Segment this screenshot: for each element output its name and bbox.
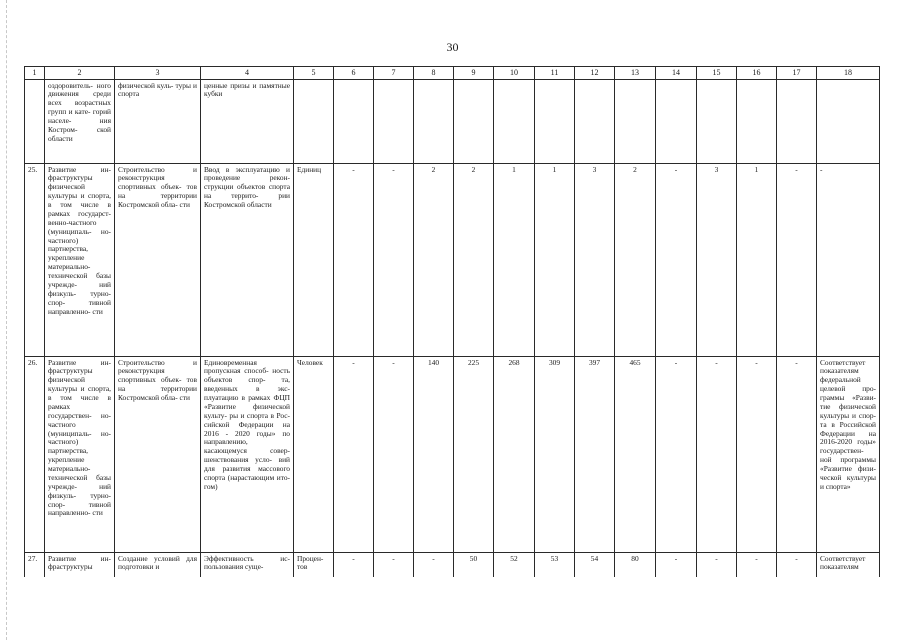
column-header: 18 [817, 67, 880, 80]
column-header: 16 [737, 67, 777, 80]
table-row [25, 79, 880, 163]
value-cell [454, 79, 494, 163]
row-number: 27. [25, 552, 45, 577]
value-cell: 1 [737, 163, 777, 356]
value-cell: 54 [575, 552, 615, 577]
column-header: 11 [535, 67, 575, 80]
activity-cell: Создание условий для подготовки и [115, 552, 201, 577]
value-cell: - [374, 552, 414, 577]
value-cell: - [777, 356, 817, 552]
value-cell [374, 79, 414, 163]
column-header: 12 [575, 67, 615, 80]
program-name: оздоровитель- ного движения среди всех возрастных групп и кате- горий населе- ния Костром- ской области [45, 79, 115, 163]
indicator-cell: Единовременная пропускная способ- ность объектов спор- та, введенных в экс- плуатацию в рамках ФЦП «Развитие физической культу- ры и спорта в Рос- сийской Федерации на 2016 - 2020 годы» по направлению, касающемуся совер- шенствования усло- вий для развития массового спорта (нарастающим ито- гом) [201, 356, 294, 552]
note-cell: Соответствует показателям федеральной целевой про- граммы «Разви- тие физической культуры и спор- та в Российской Федерации на 2016-2020 годы» государствен- ной программы «Развитие физи- ческой культуры и спорта» [817, 356, 880, 552]
value-cell: - [374, 163, 414, 356]
value-cell: - [697, 356, 737, 552]
note-cell: Соответствует показателям [817, 552, 880, 577]
activity-cell: Строительство и реконструкция спортивных объек- тов на территории Костромской обла- сти [115, 356, 201, 552]
table-row [25, 356, 880, 552]
value-cell: - [656, 552, 697, 577]
value-cell: 309 [535, 356, 575, 552]
value-cell [334, 79, 374, 163]
program-name: Развитие ин- фраструктуры физической культуры и спорта, в том числе в рамках государствен- но-частного (муниципаль- но-частного) партнерства, укрепление материально- технической базы учрежде- ний физкуль- турно-спор- тивной направленно- сти [45, 356, 115, 552]
value-cell: - [697, 552, 737, 577]
row-number: 26. [25, 356, 45, 552]
indicator-cell: Ввод в эксплуатацию и проведение рекон- струкции объектов спорта на террито- рии Костромской области [201, 163, 294, 356]
value-cell: 1 [535, 163, 575, 356]
page-number: 30 [446, 40, 459, 54]
value-cell: - [334, 163, 374, 356]
value-cell: 397 [575, 356, 615, 552]
row-number: 25. [25, 163, 45, 356]
column-header: 8 [414, 67, 454, 80]
indicators-table [24, 66, 880, 577]
value-cell [656, 79, 697, 163]
column-header: 7 [374, 67, 414, 80]
column-header: 10 [494, 67, 535, 80]
value-cell: - [334, 552, 374, 577]
value-cell: 140 [414, 356, 454, 552]
column-header: 4 [201, 67, 294, 80]
note-cell: - [817, 163, 880, 356]
value-cell: 80 [615, 552, 656, 577]
value-cell: - [656, 163, 697, 356]
column-header: 17 [777, 67, 817, 80]
value-cell: 53 [535, 552, 575, 577]
value-cell: 2 [414, 163, 454, 356]
column-header: 9 [454, 67, 494, 80]
value-cell: - [737, 356, 777, 552]
value-cell [697, 79, 737, 163]
value-cell: - [334, 356, 374, 552]
column-header: 5 [294, 67, 334, 80]
note-cell [817, 79, 880, 163]
program-name: Развитие ин- фраструктуры [45, 552, 115, 577]
value-cell: 50 [454, 552, 494, 577]
scan-edge-line [6, 0, 7, 640]
value-cell [535, 79, 575, 163]
table-row [25, 163, 880, 356]
value-cell: - [777, 163, 817, 356]
value-cell: 52 [494, 552, 535, 577]
column-header: 6 [334, 67, 374, 80]
value-cell: 465 [615, 356, 656, 552]
indicator-cell: ценные призы и памятные кубки [201, 79, 294, 163]
column-header: 2 [45, 67, 115, 80]
column-header: 15 [697, 67, 737, 80]
unit-cell: Процен- тов [294, 552, 334, 577]
column-header: 3 [115, 67, 201, 80]
unit-cell [294, 79, 334, 163]
column-header: 1 [25, 67, 45, 80]
activity-cell: Строительство и реконструкция спортивных объек- тов на территории Костромской обла- сти [115, 163, 201, 356]
row-number [25, 79, 45, 163]
column-number-row [25, 67, 880, 80]
value-cell [777, 79, 817, 163]
value-cell: 268 [494, 356, 535, 552]
value-cell [414, 79, 454, 163]
value-cell: 2 [615, 163, 656, 356]
table-row [25, 552, 880, 577]
value-cell [494, 79, 535, 163]
column-header: 13 [615, 67, 656, 80]
column-header: 14 [656, 67, 697, 80]
value-cell: 1 [494, 163, 535, 356]
value-cell [615, 79, 656, 163]
value-cell: 225 [454, 356, 494, 552]
value-cell: - [737, 552, 777, 577]
value-cell [737, 79, 777, 163]
program-name: Развитие ин- фраструктуры физической культуры и спорта, в том числе в рамках государст- венно-частного (муниципаль- но-частного) партнерства, укрепление материально- технической базы учрежде- ний физкуль- турно-спор- тивной направленно- сти [45, 163, 115, 356]
value-cell: - [656, 356, 697, 552]
value-cell: 3 [575, 163, 615, 356]
value-cell [575, 79, 615, 163]
unit-cell: Единиц [294, 163, 334, 356]
value-cell: - [374, 356, 414, 552]
unit-cell: Человек [294, 356, 334, 552]
value-cell: 3 [697, 163, 737, 356]
value-cell: - [777, 552, 817, 577]
value-cell: - [414, 552, 454, 577]
indicator-cell: Эффективность ис- пользования суще- [201, 552, 294, 577]
activity-cell: физической куль- туры и спорта [115, 79, 201, 163]
value-cell: 2 [454, 163, 494, 356]
